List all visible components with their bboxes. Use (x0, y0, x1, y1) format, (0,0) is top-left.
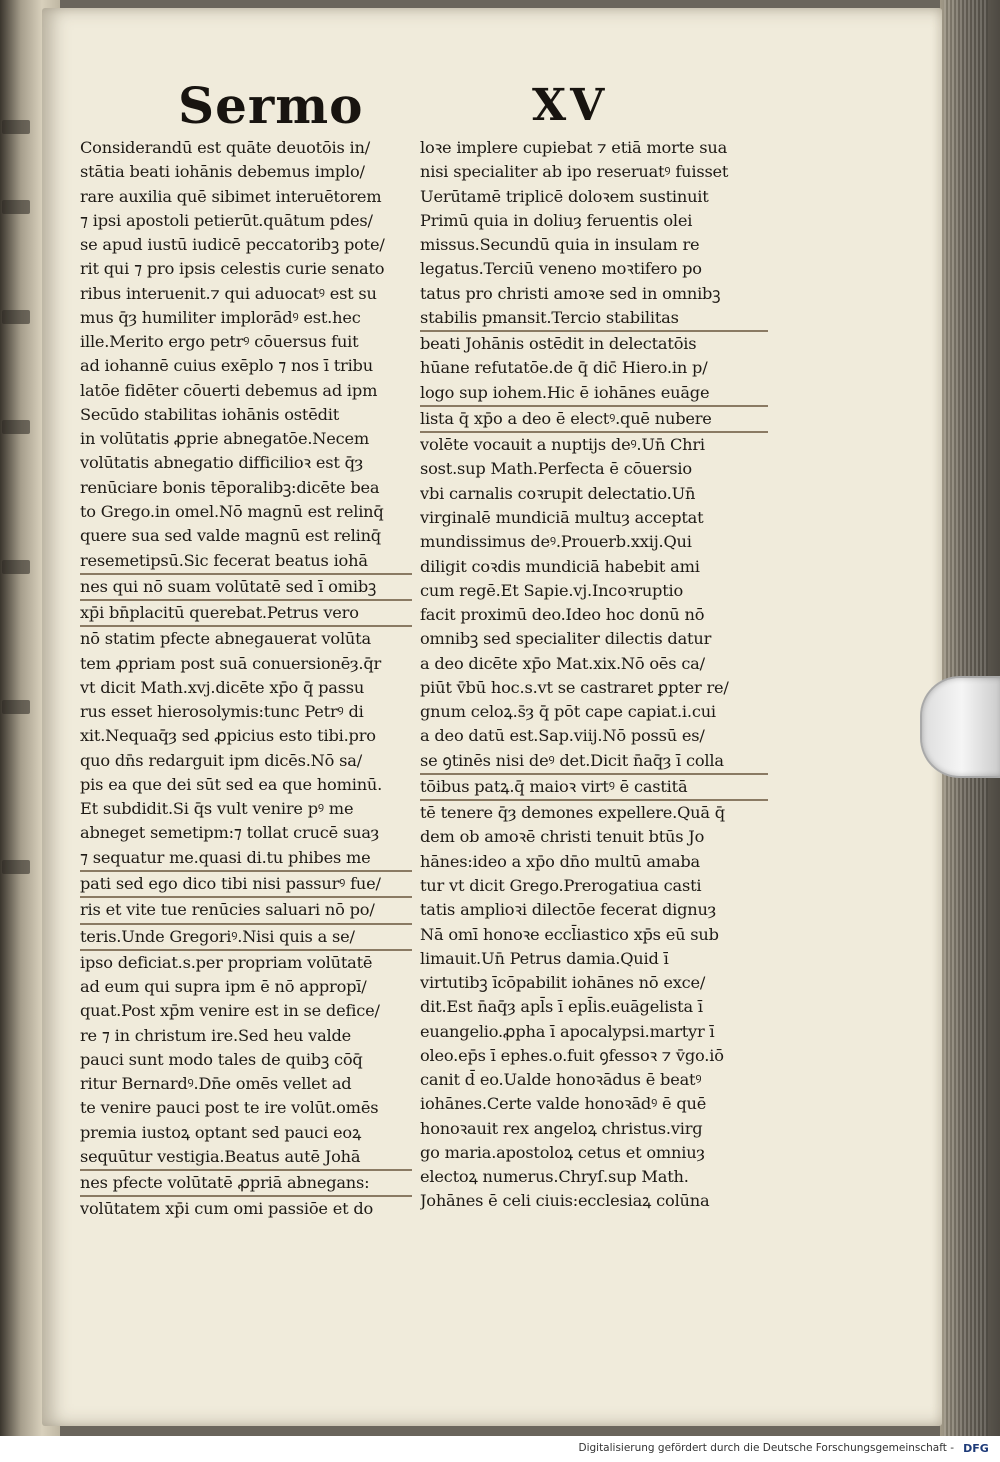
text-line: stabilis pmansit.Tercio stabilitas (420, 306, 768, 332)
text-line: re ⁊ in christum ire.Sed heu valde (80, 1025, 352, 1045)
text-line: oleo.ep̄s ī ephes.o.fuit ꝯfessoꝛ ⁊ v̄go.iō (420, 1045, 724, 1065)
folio-number: XV (532, 80, 609, 131)
text-line: te venire pauci post te ire volūt.omēs (80, 1098, 379, 1118)
text-line: tatus pro christi amoꝛe sed in omnibꝫ (420, 283, 721, 303)
text-line: cum regē.Et Sapie.vj.Incoꝛruptio (420, 580, 684, 600)
text-line: virginalē mundiciā multuȝ acceptat (420, 507, 704, 527)
dfg-logo: DFG (963, 1442, 989, 1455)
text-line: gnum celoꝝ.s̄ȝ q̄ pōt cape capiat.i.cui (420, 702, 716, 722)
text-line: dit.Est n̄aq̄ȝ apl̄s ī epl̄is.euāgelista ī (420, 997, 703, 1017)
text-line: se apud iustū iudicē peccatoribꝫ pote/ (80, 235, 385, 255)
text-line: iohānes.Certe valde honoꝛādꝰ ē quē (420, 1094, 707, 1114)
text-line: se ꝯtinēs nisi deꝰ det.Dicit n̄aq̄ȝ ī colla (420, 749, 768, 775)
text-line: lista q̄ xp̄o a deo ē electꝰ.quē nubere (420, 407, 768, 433)
text-line: euangelio.ꝓpha ī apocalypsi.martyr ī (420, 1021, 715, 1041)
text-line: Primū quia in doliuȝ feruentis olei (420, 210, 693, 230)
text-line: vt dicit Math.xvj.dicēte xp̄o q̄ passu (80, 677, 365, 697)
text-line: in volūtatis ꝓprie abnegatōe.Necem (80, 429, 370, 449)
facing-page-text-fragment (2, 200, 30, 214)
text-line: limauit.Un̄ Petrus damia.Quid ī (420, 948, 669, 968)
facing-page-text-fragment (2, 860, 30, 874)
text-column-right (420, 136, 768, 1214)
facing-page-text-fragment (2, 560, 30, 574)
text-line: logo sup iohem.Hic ē iohānes euāge (420, 381, 768, 407)
text-line: ipso deficiat.s.per propriam volūtatē (80, 952, 373, 972)
text-line: beati Johānis ostēdit in delectatōis (420, 334, 697, 354)
text-line: quo dn̄s redarguit ipm dicēs.Nō sa/ (80, 750, 362, 770)
text-line: Secūdo stabilitas iohānis ostēdit (80, 404, 340, 424)
text-line: latōe fidēter cōuerti debemus ad ipm (80, 380, 378, 400)
text-line: ribus interuenit.⁊ qui aduocatꝰ est su (80, 283, 377, 303)
text-line: facit proximū deo.Ideo hoc donū nō (420, 605, 705, 625)
text-line: sost.sup Math.Perfecta ē cōuersio (420, 459, 692, 479)
text-line: ⁊ sequatur me.quasi di.tu phibes me (80, 846, 412, 872)
text-line: quat.Post xp̄m venire est in se defice/ (80, 1001, 380, 1021)
text-line: tatis amplioꝛi dilectōe fecerat dignuȝ (420, 900, 716, 920)
text-line: nō statim pfecte abnegauerat volūta (80, 629, 371, 649)
text-line: mundissimus deꝰ.Prouerb.xxij.Qui (420, 532, 692, 552)
text-line: rare auxilia quē sibimet interuētorem (80, 186, 382, 206)
text-line: Johānes ē celi ciuis:ecclesiaꝝ colūna (420, 1191, 710, 1211)
text-line: ad iohannē cuius exēplo ⁊ nos ī tribu (80, 356, 373, 376)
text-line: Uerūtamē triplicē doloꝛem sustinuit (420, 186, 709, 206)
text-line: Nā omī honoꝛe eccl̄iastico xp̄s eū sub (420, 924, 719, 944)
text-line: virtutibꝫ īcōpabilit iohānes nō exce/ (420, 973, 706, 993)
text-line: hūane refutatōe.de q̄ dic̄ Hiero.in p/ (420, 358, 708, 378)
funding-notice: Digitalisierung gefördert durch die Deutsche Forschungsgemeinschaft - (578, 1442, 954, 1454)
page-clip (920, 676, 1000, 778)
text-line: abneget semetipm:⁊ tollat crucē suaȝ (80, 823, 380, 843)
text-line: mus q̄ȝ humiliter implorādꝰ est.hec (80, 307, 361, 327)
text-line: renūciare bonis tēporalibꝫ:dicēte bea (80, 477, 380, 497)
text-line: volūtatis abnegatio difficilioꝛ est q̄ȝ (80, 453, 363, 473)
text-line: resemetipsū.Sic fecerat beatus iohā (80, 549, 412, 575)
text-line: volūtatem xp̄i cum omi passiōe et do (80, 1199, 374, 1219)
text-line: xp̄i bn̄placitū querebat.Petrus vero (80, 601, 412, 627)
text-line: missus.Secundū quia in insulam re (420, 235, 700, 255)
text-line: volēte vocauit a nuptijs deꝰ.Un̄ Chri (420, 435, 705, 455)
text-column-left (80, 136, 412, 1222)
text-line: Considerandū est quāte deuotōis in/ (80, 138, 370, 157)
text-line: piūt v̄bū hoc.s.vt se castraret ꝑpter re/ (420, 677, 729, 697)
text-line: omnibꝫ sed specialiter dilectis datur (420, 629, 712, 649)
text-line: tur vt dicit Grego.Prerogatiua casti (420, 875, 702, 895)
running-title: Sermo (178, 76, 364, 135)
text-line: ⁊ ipsi apostoli petierūt.quātum pdes/ (80, 210, 373, 230)
text-line: loꝛe implere cupiebat ⁊ etiā morte sua (420, 138, 728, 157)
text-line: nes pfecte volūtatē ꝓpriā abnegans: (80, 1171, 412, 1197)
text-line: canit d̄ eo.Ualde honoꝛādus ē beatꝰ (420, 1070, 702, 1090)
text-line: quere sua sed valde magnū est relinq̄ (80, 526, 381, 546)
text-line: xit.Nequaq̄ȝ sed ꝓpicius esto tibi.pro (80, 726, 376, 746)
text-line: ille.Merito ergo petrꝰ cōuersus fuit (80, 332, 359, 352)
facing-page-text-fragment (2, 420, 30, 434)
text-line: sequūtur vestigia.Beatus autē Johā (80, 1145, 412, 1171)
text-line: legatus.Terciū veneno moꝛtifero po (420, 259, 702, 279)
text-line: tōibus patꝝ.q̄ maioꝛ virtꝰ ē castitā (420, 775, 768, 801)
text-line: tem ꝓpriam post suā conuersionēȝ.q̄r (80, 653, 382, 673)
facing-page-text-fragment (2, 310, 30, 324)
text-line: ritur Bernardꝰ.Dn̄e omēs vellet ad (80, 1074, 352, 1094)
digitization-footer (0, 1436, 1000, 1462)
text-line: a deo dicēte xp̄o Mat.xix.Nō oēs ca/ (420, 653, 705, 673)
text-line: ris et vite tue renūcies saluari nō po/ (80, 898, 412, 924)
facing-page-text-fragment (2, 120, 30, 134)
text-line: rus esset hierosolymis:tunc Petrꝰ di (80, 702, 364, 722)
text-line: honoꝛauit rex angeloꝝ christus.virɡ (420, 1118, 703, 1138)
text-line: dem ob amoꝛē christi tenuit btūs Jo (420, 827, 705, 847)
facing-page-text-fragment (2, 700, 30, 714)
text-line: teris.Unde Gregoriꝰ.Nisi quis a se/ (80, 925, 412, 951)
text-line: go maria.apostoloꝝ cetus et omniuȝ (420, 1142, 705, 1162)
text-line: rit qui ⁊ pro ipsis celestis curie senato (80, 259, 385, 279)
text-line: pauci sunt modo tales de quibꝫ cōq̄ (80, 1049, 363, 1069)
text-line: electoꝝ numerus.Chryſ.sup Math. (420, 1167, 689, 1187)
text-line: vbi carnalis coꝛrupit delectatio.Un̄ (420, 483, 696, 503)
text-line: premia iustoꝝ optant sed pauci eoꝝ (80, 1122, 362, 1142)
text-line: diligit coꝛdis mundiciā habebit ami (420, 556, 700, 576)
text-line: hānes:ideo a xp̄o dn̄o multū amaba (420, 851, 701, 871)
text-line: to Grego.in omel.Nō magnū est relinq̄ (80, 501, 384, 521)
text-line: tē tenere q̄ȝ demones expellere.Quā q̄ (420, 803, 725, 823)
text-line: nes qui nō suam volūtatē sed ī omibꝫ (80, 575, 412, 601)
text-line: stātia beati iohānis debemus implo/ (80, 162, 365, 182)
text-line: nisi specialiter ab ipo reseruatꝰ fuisset (420, 162, 729, 182)
text-line: Et subdidit.Si q̄s vult venire pꝰ me (80, 799, 354, 819)
text-line: pis ea que dei sūt sed ea que hominū. (80, 774, 383, 794)
text-line: ad eum qui supra ipm ē nō appropī/ (80, 977, 367, 997)
text-line: a deo datū est.Sap.viij.Nō possū es/ (420, 726, 705, 746)
text-line: pati sed ego dico tibi nisi passurꝰ fue/ (80, 872, 412, 898)
